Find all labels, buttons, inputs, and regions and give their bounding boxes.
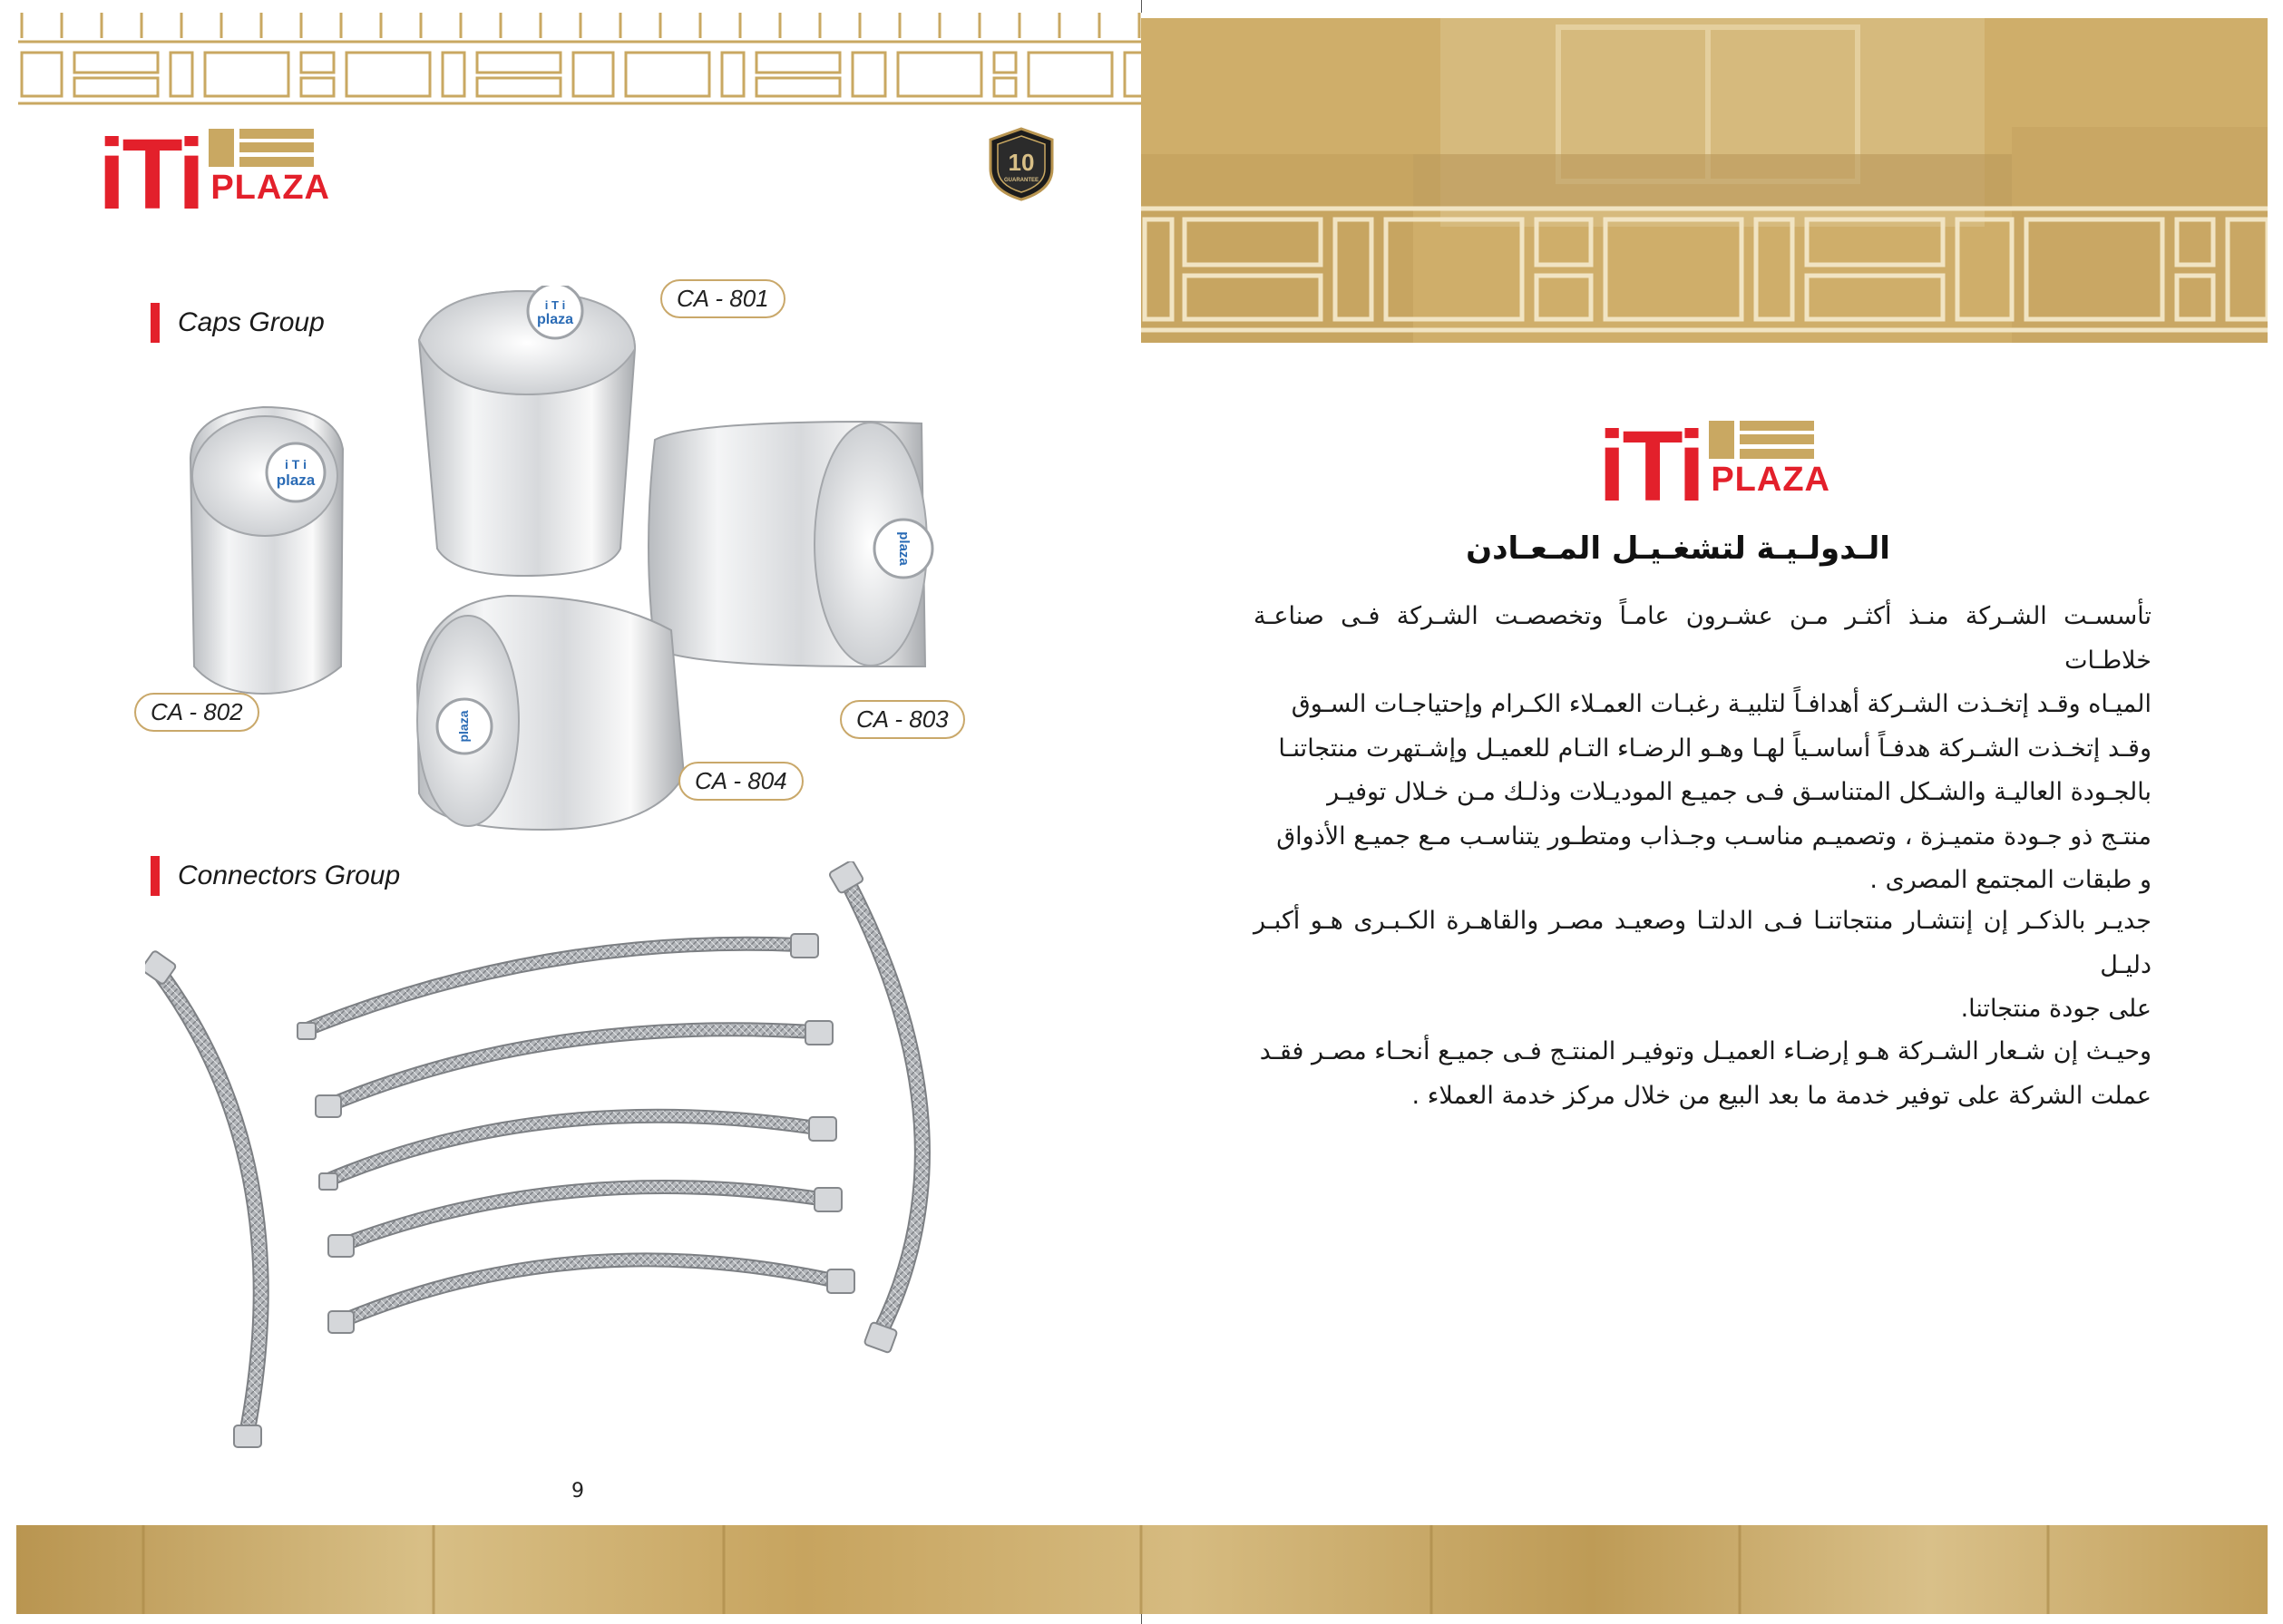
connectors-product-image	[145, 861, 943, 1460]
paragraph-line: عملت الشركة على توفير خدمة ما بعد البيع من خلال مركز خدمة العملاء .	[1411, 1081, 2151, 1110]
logo-iti-text: iTi	[98, 119, 202, 230]
svg-text:plaza: plaza	[456, 710, 471, 743]
caps-group-title: Caps Group	[178, 307, 325, 337]
footer-texture	[16, 1525, 2268, 1614]
paragraph-line: الميـاه وقـد إتخـذت الشـركة أهدافـاً لتلبيـة رغبـات العمـلاء الكـرام وإحتياجـات السـوق	[1291, 690, 2151, 718]
page-number: 9	[571, 1480, 584, 1502]
product-code-ca-804: CA - 804	[678, 762, 804, 801]
decorative-gold-pattern	[18, 13, 1143, 107]
cap-ca-803	[649, 422, 932, 666]
paragraph-line: تأسسـت الشـركة منـذ أكثـر مـن عشـرون عامـاً وتخصصـت الشـركة فـى صناعـة خلاطـات	[1254, 602, 2151, 675]
logo-mark	[209, 125, 330, 207]
cap-ca-802	[190, 407, 343, 694]
company-logo-centered	[1598, 411, 1830, 522]
product-code-ca-801: CA - 801	[660, 279, 785, 318]
service-paragraph	[1254, 1030, 2151, 1118]
logo-gold-mark-icon	[1709, 421, 1818, 461]
logo-plaza-text: PLAZA	[1711, 461, 1830, 499]
footer-gold-band	[16, 1525, 2268, 1614]
guarantee-badge-icon	[987, 127, 1056, 201]
caps-product-image	[181, 286, 980, 839]
crop-mark	[1141, 0, 1142, 13]
hero-banner-image	[1141, 18, 2268, 343]
logo-mark	[1709, 417, 1830, 499]
svg-text:i T i: i T i	[544, 298, 566, 312]
connectors-group-title: Connectors Group	[178, 861, 401, 890]
paragraph-line: وحيـث إن شـعار الشـركة هـو إرضـاء العميـل وتوفيـر المنتـج فـى جميـع أنحـاء مصـر فقـد	[1259, 1037, 2151, 1065]
paragraph-line: وقـد إتخـذت الشـركة هدفـاً أساسـياً لهـا وهـو الرضـاء التـام للعميـل وإشـتهرت منتجاتنـا	[1278, 734, 2151, 763]
svg-text:plaza: plaza	[276, 472, 316, 489]
company-name-heading: الـدولـيـة لتشغـيـل المـعـادن	[1466, 530, 1890, 567]
distribution-paragraph	[1254, 900, 2151, 1032]
logo-gold-mark-icon	[209, 129, 317, 169]
paragraph-line: و طبقات المجتمع المصرى .	[1869, 866, 2151, 894]
logo-plaza-text: PLAZA	[210, 169, 330, 207]
product-code-ca-803: CA - 803	[840, 700, 965, 739]
badge-number: 10	[1008, 149, 1035, 176]
cap-ca-804	[417, 596, 684, 830]
heading-accent-bar	[151, 303, 160, 343]
paragraph-line: بالجـودة العاليـة والشـكل المتناسـق فـى جميـع الموديـلات وذلـك مـن خـلال توفيـر	[1327, 778, 2151, 806]
hero-bathroom-photo	[1141, 18, 2268, 343]
svg-text:plaza: plaza	[896, 531, 912, 566]
paragraph-line: جديـر بالذكـر إن إنتشـار منتجاتنـا فـى الدلتـا وصعيـد مصـر والقاهـرة الكـبـرى هـو أكبـر دليـل	[1254, 907, 2151, 979]
product-code-ca-802: CA - 802	[134, 693, 259, 732]
intro-paragraph	[1254, 595, 2151, 903]
paragraph-line: منتـج ذو جـودة متميـزة ، وتصميـم مناسـب وجـذاب ومتطـور يتناسـب مـع جميـع الأذواق	[1276, 822, 2151, 851]
badge-text: GUARANTEE	[1003, 178, 1039, 183]
cap-ca-801	[419, 286, 635, 576]
paragraph-line: على جودة منتجاتنا.	[1960, 995, 2151, 1023]
logo-iti-text: iTi	[1598, 411, 1702, 522]
company-logo	[98, 119, 330, 230]
svg-text:i T i: i T i	[284, 457, 307, 472]
svg-text:plaza: plaza	[536, 312, 574, 327]
